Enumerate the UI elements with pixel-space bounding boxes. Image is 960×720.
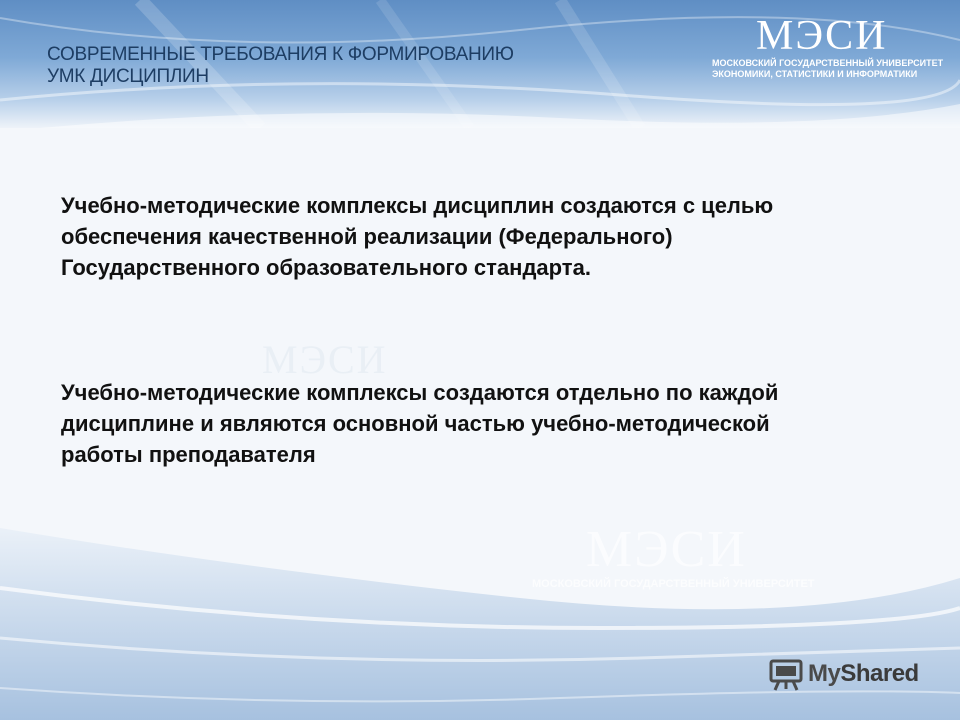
logo-subtitle-line2: ЭКОНОМИКИ, СТАТИСТИКИ И ИНФОРМАТИКИ (712, 69, 918, 79)
body-paragraph-2: Учебно-методические комплексы создаются отдельно по каждой дисциплине и являются основной частью учебно-методической работы преподавателя (61, 380, 779, 467)
slide-header (0, 0, 960, 128)
body-paragraph-1: Учебно-методические комплексы дисциплин создаются с целью обеспечения качественной реализации (Федерального) Государственного образовательного стандарта. (61, 193, 774, 280)
presentation-board-icon (768, 656, 804, 692)
slide-title-line1: СОВРЕМЕННЫЕ ТРЕБОВАНИЯ К ФОРМИРОВАНИЮ (47, 44, 514, 65)
brand-name-part1: My (808, 660, 841, 687)
university-logo (712, 14, 952, 80)
slide-title-line2: УМК ДИСЦИПЛИН (47, 66, 209, 87)
watermark-logo-large: МЭСИ (586, 521, 747, 578)
brand-name (808, 660, 919, 688)
watermark-logo-small: МЭСИ (262, 337, 388, 382)
slide-title (47, 44, 647, 88)
logo-wordmark: МЭСИ (756, 13, 888, 59)
watermark-subtitle: МОСКОВСКИЙ ГОСУДАРСТВЕННЫЙ УНИВЕРСИТЕТ (532, 578, 815, 590)
myshared-brand (768, 654, 919, 694)
brand-name-part2: Shared (840, 660, 919, 687)
logo-subtitle-line1: МОСКОВСКИЙ ГОСУДАРСТВЕННЫЙ УНИВЕРСИТЕТ (712, 58, 944, 68)
